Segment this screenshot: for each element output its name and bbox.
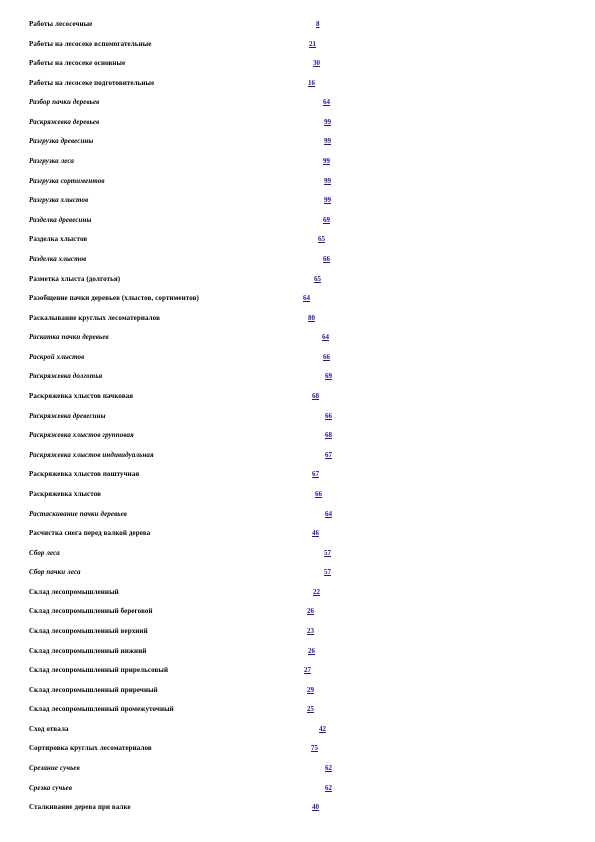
- index-entry: [0, 95, 595, 109]
- page-number-link[interactable]: 68: [325, 431, 332, 440]
- page-number-link[interactable]: 75: [311, 744, 318, 753]
- index-term: Склад лесопромышленный промежуточный: [29, 705, 174, 714]
- index-entry: [0, 565, 595, 579]
- index-term: Разгрузка леса: [29, 157, 75, 166]
- page-number-link[interactable]: 64: [325, 509, 332, 518]
- index-term: Раскряжевка древесины: [29, 411, 106, 420]
- page-number-link[interactable]: 26: [308, 646, 315, 655]
- page-number-link[interactable]: 42: [319, 724, 326, 733]
- page-number-link[interactable]: 8: [316, 20, 320, 28]
- index-term: Разделка древесины: [29, 215, 92, 224]
- page-number-link[interactable]: 99: [324, 117, 331, 126]
- index-entry: [0, 213, 595, 227]
- index-entry: [0, 154, 595, 168]
- index-term: Раскряжевка хлыстов поштучная: [29, 470, 140, 479]
- index-term: Раскатка пачки деревьев: [29, 333, 109, 342]
- page-number-link[interactable]: 62: [325, 764, 332, 773]
- index-term: Разгрузка хлыстов: [29, 196, 89, 205]
- index-term: Склад лесопромышленный: [29, 587, 119, 596]
- page-number-link[interactable]: 57: [324, 548, 331, 557]
- page-number-link[interactable]: 21: [309, 39, 316, 48]
- page-number-link[interactable]: 67: [325, 450, 332, 459]
- index-entry: [0, 526, 595, 540]
- page-number-link[interactable]: 16: [308, 78, 315, 87]
- index-entry: [0, 741, 595, 755]
- index-entry: [0, 311, 595, 325]
- index-term: Разметка хлыста (долготья): [29, 274, 121, 283]
- index-entry: [0, 134, 595, 148]
- index-term: Раскряжевка хлыстов групповая: [29, 431, 134, 440]
- page-number-link[interactable]: 65: [314, 274, 321, 283]
- index-term: Сбор леса: [29, 548, 60, 557]
- page-number-link[interactable]: 57: [324, 568, 331, 577]
- page-number-link[interactable]: 66: [325, 411, 332, 420]
- index-term: Разобщение пачки деревьев (хлыстов, сортиментов): [29, 294, 199, 303]
- page-number-link[interactable]: 40: [312, 803, 319, 812]
- index-term: Раскряжевка хлыстов: [29, 489, 101, 498]
- index-entry: [0, 624, 595, 638]
- index-term: Сортировка круглых лесоматериалов: [29, 744, 152, 753]
- index-term: Раскалывание круглых лесоматериалов: [29, 313, 160, 322]
- index-entry: [0, 291, 595, 305]
- index-term: Разделка хлыстов: [29, 254, 87, 263]
- index-term: Расчистка снега перед валкой дерева: [29, 529, 151, 538]
- index-term: Склад лесопромышленный нижний: [29, 646, 147, 655]
- index-term: Работы на лесосеке подготовительные: [29, 78, 155, 87]
- index-term: Склад лесопромышленный береговой: [29, 607, 153, 616]
- index-entry: [0, 115, 595, 129]
- index-term: Срезание сучьев: [29, 764, 80, 773]
- index-entry: [0, 702, 595, 716]
- page-number-link[interactable]: 64: [303, 294, 310, 303]
- index-entry: [0, 37, 595, 51]
- page-number-link[interactable]: 46: [312, 529, 319, 538]
- index-term: Разбор пачки деревьев: [29, 98, 100, 107]
- index-entry: [0, 17, 595, 31]
- page-number-link[interactable]: 99: [324, 137, 331, 146]
- index-entry: [0, 232, 595, 246]
- page-number-link[interactable]: 66: [323, 254, 330, 263]
- index-entry: [0, 546, 595, 560]
- index-entry: [0, 467, 595, 481]
- index-entry: [0, 761, 595, 775]
- index-term: Разгрузка древесины: [29, 137, 94, 146]
- page-number-link[interactable]: 99: [324, 176, 331, 185]
- page-number-link[interactable]: 30: [313, 59, 320, 68]
- page-number-link[interactable]: 65: [318, 235, 325, 244]
- index-entry: [0, 174, 595, 188]
- page-number-link[interactable]: 26: [307, 607, 314, 616]
- index-entry: [0, 369, 595, 383]
- index-entry: [0, 487, 595, 501]
- page-number-link[interactable]: 99: [323, 157, 330, 166]
- index-term: Разделка хлыстов: [29, 235, 88, 244]
- page-number-link[interactable]: 62: [325, 783, 332, 792]
- index-term: Работы на лесосеке вспомогательные: [29, 39, 152, 48]
- index-entry: [0, 428, 595, 442]
- page-number-link[interactable]: 25: [307, 705, 314, 714]
- page-number-link[interactable]: 66: [315, 489, 322, 498]
- page-number-link[interactable]: 23: [307, 626, 314, 635]
- index-entry: [0, 800, 595, 814]
- index-term: Сталкивание дерева при валке: [29, 803, 131, 812]
- index-term: Раскряжевка хлыстов индивидуальная: [29, 450, 154, 459]
- index-entry: [0, 644, 595, 658]
- page-number-link[interactable]: 80: [308, 313, 315, 322]
- index-entry: [0, 409, 595, 423]
- index-entry: [0, 507, 595, 521]
- page-number-link[interactable]: 69: [325, 372, 332, 381]
- page-number-link[interactable]: 66: [323, 352, 330, 361]
- index-term: Раскряжевка долготья: [29, 372, 103, 381]
- page-number-link[interactable]: 67: [312, 470, 319, 479]
- page-number-link[interactable]: 68: [312, 392, 319, 401]
- index-entry: [0, 350, 595, 364]
- index-term: Раскряжевка деревьев: [29, 117, 100, 126]
- index-term: Работы на лесосеке основные: [29, 59, 126, 68]
- index-entry: [0, 76, 595, 90]
- index-entry: [0, 252, 595, 266]
- index-term: Разгрузка сортиментов: [29, 176, 105, 185]
- index-entry: [0, 585, 595, 599]
- page-number-link[interactable]: 69: [323, 215, 330, 224]
- index-entry: [0, 722, 595, 736]
- index-term: Растаскивание пачки деревьев: [29, 509, 128, 518]
- index-entry: [0, 56, 595, 70]
- page-number-link[interactable]: 64: [322, 333, 329, 342]
- index-term: Сход отвала: [29, 724, 69, 733]
- page-number-link[interactable]: 27: [304, 666, 311, 675]
- index-term: Раскряжевка хлыстов пачковая: [29, 392, 134, 401]
- page-number-link[interactable]: 22: [313, 587, 320, 596]
- index-entry: [0, 448, 595, 462]
- index-entry: [0, 272, 595, 286]
- index-entry: [0, 389, 595, 403]
- page-number-link[interactable]: 99: [324, 196, 331, 205]
- index-entry: [0, 193, 595, 207]
- index-entry: [0, 663, 595, 677]
- index-term: Работы лесосечные: [29, 20, 93, 28]
- index-entry: [0, 330, 595, 344]
- index-entry: [0, 683, 595, 697]
- page-number-link[interactable]: 64: [323, 98, 330, 107]
- index-term: Склад лесопромышленный приречный: [29, 685, 158, 694]
- index-term: Склад лесопромышленный прирельсовый: [29, 666, 169, 675]
- index-term: Склад лесопромышленный верхний: [29, 626, 148, 635]
- page-number-link[interactable]: 29: [307, 685, 314, 694]
- index-term: Сбор пачки леса: [29, 568, 81, 577]
- index-term: Раскрой хлыстов: [29, 352, 85, 361]
- index-entry: [0, 781, 595, 795]
- index-entry: [0, 604, 595, 618]
- index-term: Срезка сучьев: [29, 783, 73, 792]
